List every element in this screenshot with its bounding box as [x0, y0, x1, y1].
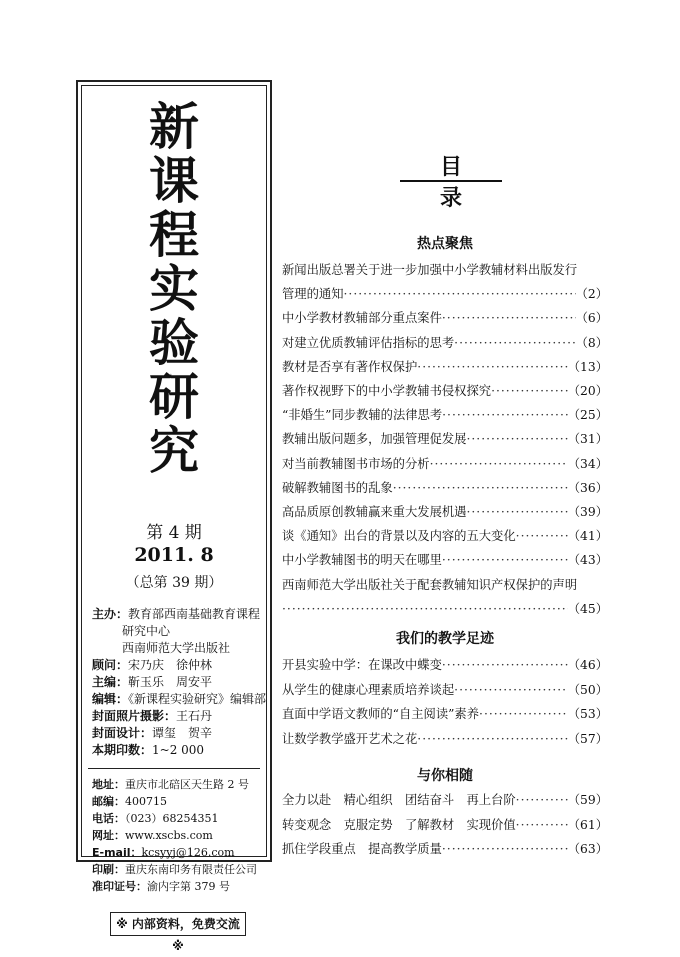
contact-value: 重庆东南印务有限责任公司	[125, 863, 257, 876]
title-char: 课	[149, 151, 199, 210]
title-char: 验	[149, 313, 199, 372]
toc-leader-dots	[454, 680, 568, 700]
toc-entry	[282, 704, 608, 724]
info-value: 教育部西南基础教育课程	[128, 607, 261, 621]
toc-entry-page: （50）	[567, 682, 608, 697]
info-label: 主编：	[92, 675, 129, 689]
contact-row	[92, 861, 272, 878]
info-label: 主办：	[92, 607, 129, 621]
toc-entry-page: （61）	[567, 817, 608, 832]
toc-entry-title: 教辅出版问题多，加强管理促发展	[282, 432, 467, 447]
toc-entry	[282, 655, 608, 675]
masthead-box	[76, 80, 272, 953]
toc-entry-page: （63）	[567, 842, 608, 856]
toc-leader-dots	[430, 454, 568, 474]
toc-entry-title: 中小学教辅图书的明天在哪里	[282, 553, 442, 568]
toc-leader-dots	[282, 599, 568, 619]
toc-entry-page: （6）	[575, 311, 608, 326]
info-value: 谭玺 贺辛	[152, 726, 213, 740]
contact-label: 印刷：	[92, 863, 125, 876]
info-value: 靳玉乐 周安平	[128, 675, 213, 689]
contact-label: 电话：	[92, 812, 125, 825]
contact-label: 邮编：	[92, 795, 125, 808]
info-value: 宋乃庆 徐仲林	[128, 658, 213, 672]
contact-row	[92, 827, 272, 844]
toc-entry-title: 对当前教辅图书市场的分析	[282, 456, 430, 471]
toc-section-heading: 与你相随	[417, 768, 473, 784]
title-char: 程	[149, 205, 199, 264]
contact-value: （023）68254351	[125, 812, 219, 825]
info-value: 研究中心	[122, 624, 171, 638]
title-char: 实	[149, 259, 199, 318]
toc-entry-title: 抓住学段重点 提高教学质量	[282, 842, 442, 856]
contact-value: 渝内字第 379 号	[147, 880, 230, 893]
toc-entry-page: （43）	[567, 553, 608, 568]
toc-entry	[282, 502, 608, 522]
toc-entry	[282, 308, 608, 328]
toc-entry-title: 让数学教学盛开艺术之花	[282, 731, 418, 746]
info-row	[92, 691, 272, 708]
issue-number: 第 4 期	[146, 523, 202, 543]
toc-entry-title: 对建立优质教辅评估指标的思考	[282, 335, 455, 350]
toc-entry-page: （20）	[567, 384, 608, 398]
toc-entry-title: 新闻出版总署关于进一步加强中小学教辅材料出版发行	[282, 263, 578, 277]
toc-entry-title: 直面中学语文教师的“自主阅读”素养	[282, 707, 480, 721]
toc-title: 目录	[439, 155, 490, 211]
toc-leader-dots	[344, 284, 576, 304]
toc-section-heading: 热点聚焦	[417, 236, 473, 252]
contact-value: www.xscbs.com	[125, 829, 213, 842]
toc-entry	[282, 680, 608, 700]
info-value: 王石丹	[176, 709, 213, 723]
toc-entry	[282, 429, 608, 449]
toc-entry	[282, 284, 608, 304]
toc-entry-page: （13）	[567, 359, 608, 374]
toc-entry	[282, 790, 608, 810]
toc-entry-page: （57）	[567, 731, 608, 746]
info-row	[92, 725, 272, 742]
toc-entry-page: （8）	[575, 335, 608, 350]
toc-leader-dots	[417, 357, 567, 377]
masthead-inner-border	[81, 85, 267, 953]
toc-entry	[282, 550, 608, 570]
toc-entry-title: 全力以赴 精心组织 团结奋斗 再上台阶	[282, 793, 516, 807]
info-value: 1~2 000	[152, 743, 205, 757]
contact-value: 400715	[125, 795, 167, 808]
toc-leader-dots	[442, 839, 568, 859]
toc-entry-page: （36）	[567, 480, 608, 495]
toc-entry-title: 管理的通知	[282, 287, 344, 302]
toc-leader-dots	[442, 550, 568, 570]
toc-entry-title: 教材是否享有著作权保护	[282, 359, 418, 374]
info-label: 编辑：	[92, 692, 129, 706]
toc-entry-page: （59）	[567, 793, 608, 807]
toc-entry	[282, 405, 608, 425]
contact-label: 网址：	[92, 829, 125, 842]
contact-value: kcsyyj@126.com	[141, 846, 235, 859]
toc-title-underline	[400, 180, 502, 182]
contact-row	[92, 776, 272, 793]
toc-entry-title: 西南师范大学出版社关于配套教辅知识产权保护的声明	[282, 577, 578, 592]
toc-leader-dots	[393, 478, 568, 498]
info-row	[92, 623, 272, 640]
info-label: 顾问：	[92, 658, 129, 672]
toc-entry-title: 谈《通知》出台的背景以及内容的五大变化	[282, 529, 516, 544]
toc-entry	[282, 381, 608, 401]
toc-entry-title: 中小学教材教辅部分重点案件	[282, 311, 442, 326]
info-row	[92, 708, 272, 725]
toc-entry	[282, 357, 608, 377]
issue-date: 2011. 8	[134, 544, 214, 566]
toc-leader-dots	[417, 729, 567, 749]
contact-row	[92, 844, 272, 861]
toc-entry	[282, 478, 608, 498]
contact-value: 重庆市北碚区天生路 2 号	[125, 778, 249, 791]
toc-entry-page: （2）	[575, 287, 608, 302]
info-row	[92, 674, 272, 691]
toc-entry-page: （45）	[567, 601, 608, 616]
toc-leader-dots	[516, 526, 568, 546]
toc-entry-title: 破解教辅图书的乱象	[282, 480, 393, 495]
toc-entry-page: （41）	[567, 529, 608, 544]
info-row	[92, 742, 272, 759]
contact-label: 地址：	[92, 778, 125, 791]
info-value: 《新课程实验研究》编辑部	[128, 692, 267, 706]
total-issue: （总第 39 期）	[125, 575, 223, 591]
toc-entry-page: （25）	[567, 408, 608, 423]
toc-entry	[282, 575, 608, 595]
toc-entry	[282, 333, 608, 353]
contact-row	[92, 810, 272, 827]
contact-label: E-mail：	[92, 846, 142, 859]
toc-entry	[282, 454, 608, 474]
toc-entry	[282, 729, 608, 749]
contact-info	[92, 776, 272, 895]
toc-entry	[282, 526, 608, 546]
toc-section-heading: 我们的教学足迹	[396, 631, 494, 647]
toc-leader-dots	[466, 429, 567, 449]
toc-entry-title: 开县实验中学：在课改中蝶变	[282, 658, 442, 672]
toc-entry-page: （39）	[567, 505, 608, 519]
toc-entry	[282, 839, 608, 859]
info-row	[92, 640, 272, 657]
contact-divider	[88, 768, 260, 769]
toc-entry-title: 著作权视野下的中小学教辅书侵权探究	[282, 384, 492, 398]
toc-leader-dots	[466, 502, 567, 522]
toc-entry-title: “非婚生”同步教辅的法律思考	[282, 408, 443, 423]
journal-title	[82, 97, 266, 480]
toc-leader-dots	[442, 405, 568, 425]
title-char: 究	[149, 421, 199, 480]
info-value: 西南师范大学出版社	[122, 641, 231, 655]
info-label: 封面照片摄影：	[92, 709, 177, 723]
toc-leader-dots	[491, 381, 568, 401]
toc-leader-dots	[479, 704, 568, 724]
toc-leader-dots	[516, 815, 568, 835]
toc-entry	[282, 260, 608, 280]
toc-leader-dots	[442, 655, 568, 675]
toc-entry-page: （31）	[567, 432, 608, 447]
toc-entry-title: 高品质原创教辅赢来重大发展机遇	[282, 505, 467, 519]
toc-entry	[282, 599, 608, 619]
toc-entry-page: （53）	[567, 707, 608, 721]
title-char: 研	[149, 367, 199, 426]
toc-entry-page: （34）	[567, 456, 608, 471]
toc-leader-dots	[454, 333, 575, 353]
toc-entry-title: 从学生的健康心理素质培养谈起	[282, 682, 455, 697]
info-label: 本期印数：	[92, 743, 153, 757]
toc-entry-page: （46）	[567, 658, 608, 672]
contact-label: 准印证号：	[92, 880, 147, 893]
contact-row	[92, 793, 272, 810]
internal-notice: ※ 内部资料，免费交流 ※	[110, 912, 246, 936]
info-row	[92, 657, 272, 674]
title-char: 新	[149, 97, 199, 156]
info-label: 封面设计：	[92, 726, 153, 740]
toc-entry	[282, 815, 608, 835]
contact-row	[92, 878, 272, 895]
editorial-info	[92, 606, 272, 759]
toc-entry-title: 转变观念 克服定势 了解教材 实现价值	[282, 817, 516, 832]
toc-leader-dots	[442, 308, 576, 328]
toc-leader-dots	[516, 790, 568, 810]
info-row	[92, 606, 272, 623]
